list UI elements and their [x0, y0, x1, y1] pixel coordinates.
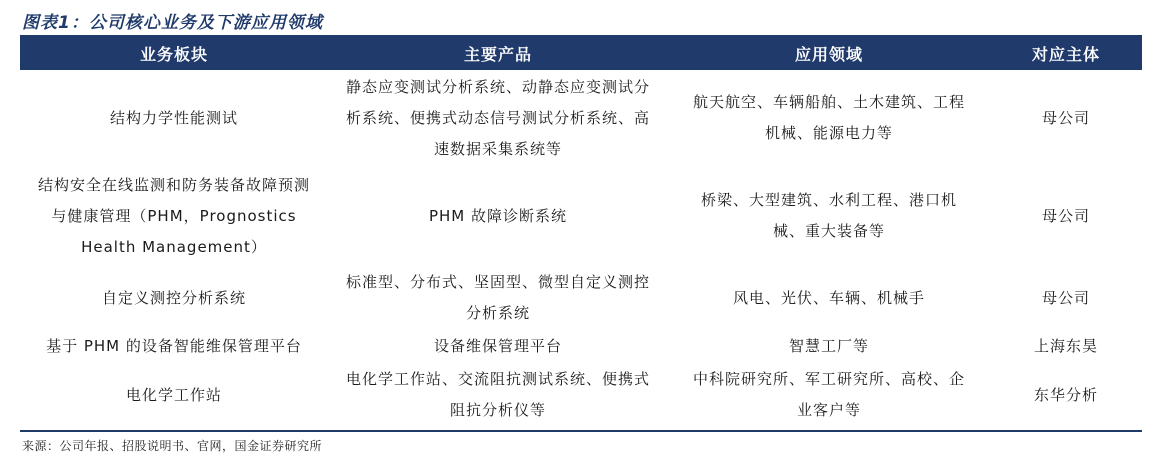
header-application-fields: 应用领域 [794, 45, 863, 64]
cell-main-products: PHM 故障诊断系统 [428, 206, 568, 225]
table-row [20, 166, 1142, 266]
header-entity: 对应主体 [1031, 45, 1100, 64]
cell-application-fields: 桥梁、大型建筑、水利工程、港口机械、重大装备等 [700, 191, 957, 240]
cell-business-segment: 结构安全在线监测和防务装备故障预测与健康管理（PHM，Prognostics Health Management） [37, 175, 310, 256]
cell-business-segment: 自定义测控分析系统 [101, 288, 246, 307]
bottom-rule [20, 430, 1142, 432]
cell-entity: 上海东昊 [1033, 336, 1098, 355]
cell-main-products: 设备维保管理平台 [433, 336, 562, 355]
cell-entity: 东华分析 [1033, 385, 1098, 404]
cell-application-fields: 智慧工厂等 [788, 336, 869, 355]
cell-main-products: 静态应变测试分析系统、动静态应变测试分析系统、便携式动态信号测试分析系统、高速数据采集系统等 [345, 77, 650, 158]
source-note: 来源：公司年报、招股说明书、官网，国金证券研究所 [22, 439, 323, 453]
cell-application-fields: 风电、光伏、车辆、机械手 [732, 288, 925, 307]
cell-entity: 母公司 [1041, 288, 1090, 307]
cell-business-segment: 电化学工作站 [125, 385, 222, 404]
business-table [20, 37, 1142, 419]
table-row [20, 330, 1142, 362]
cell-entity: 母公司 [1041, 206, 1090, 225]
figure-title: 图表1：公司核心业务及下游应用领域 [22, 13, 323, 33]
header-business-segment: 业务板块 [139, 45, 208, 64]
cell-application-fields: 航天航空、车辆船舶、土木建筑、工程机械、能源电力等 [692, 93, 965, 142]
cell-entity: 母公司 [1041, 108, 1090, 127]
table-row [20, 362, 1142, 428]
table-header [20, 37, 1142, 70]
cell-business-segment: 基于 PHM 的设备智能维保管理平台 [46, 336, 302, 355]
cell-main-products: 标准型、分布式、坚固型、微型自定义测控分析系统 [345, 273, 650, 322]
header-main-products: 主要产品 [463, 45, 532, 64]
cell-business-segment: 结构力学性能测试 [109, 108, 238, 127]
table-row [20, 70, 1142, 166]
cell-application-fields: 中科院研究所、军工研究所、高校、企业客户等 [692, 370, 965, 419]
table-row [20, 266, 1142, 330]
cell-main-products: 电化学工作站、交流阻抗测试系统、便携式阻抗分析仪等 [345, 370, 650, 419]
